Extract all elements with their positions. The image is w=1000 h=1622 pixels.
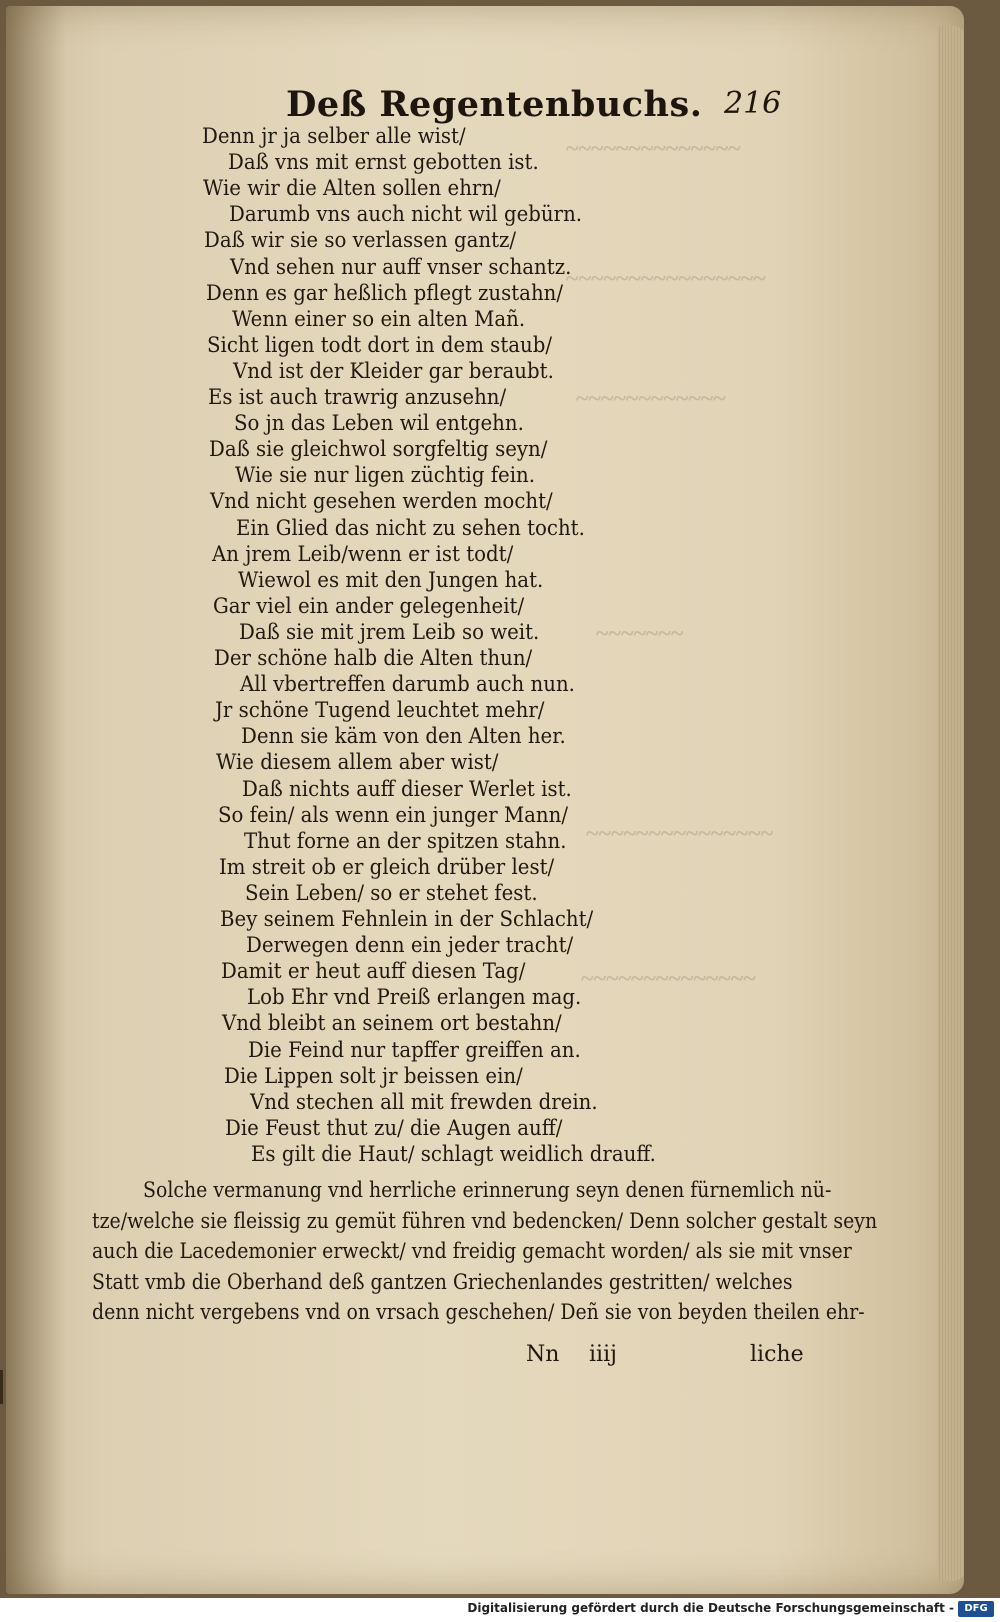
poem-line: Ein Glied das nicht zu sehen tocht. — [236, 515, 586, 540]
poem-line: Wiewol es mit den Jungen hat. — [237, 567, 543, 592]
poem-line: Sicht ligen todt dort in dem staub/ — [206, 332, 552, 357]
show-through-text: ~~~~~~~~~~~~~~~ — [586, 821, 774, 847]
poem-line: Lob Ehr vnd Preiß erlangen mag. — [247, 985, 582, 1010]
poem-line: Wie diesem allem aber wist/ — [216, 750, 499, 775]
poem-line: Vnd nicht gesehen werden mocht/ — [210, 489, 554, 514]
poem-line: Wenn einer so ein alten Mañ. — [231, 306, 525, 331]
poem-line: Bey seinem Fehnlein in der Schlacht/ — [220, 907, 594, 931]
poem-line: Vnd ist der Kleider gar beraubt. — [232, 358, 554, 383]
show-through-text: ~~~~~~~~~~~~~~ — [581, 966, 756, 992]
binding-gutter — [6, 6, 66, 1594]
funding-credit: Digitalisierung gefördert durch die Deutsche Forschungsgemeinschaft - — [467, 1601, 954, 1615]
page-number: 216 — [724, 86, 782, 121]
poem-line: Im streit ob er gleich drüber lest/ — [218, 854, 554, 879]
poem-line: So fein/ als wenn ein junger Mann/ — [217, 802, 568, 827]
catchword: liche — [750, 1342, 804, 1367]
prose-line: denn nicht vergebens vnd on vrsach geschehen/ Deñ sie von beyden theilen ehr- — [92, 1300, 865, 1324]
poem-line: An jrem Leib/wenn er ist todt/ — [211, 541, 513, 566]
poem-line: Daß nichts auff dieser Werlet ist. — [242, 776, 573, 801]
poem-line: Damit er heut auff diesen Tag/ — [221, 959, 526, 984]
poem-line: Darumb vns auch nicht wil gebürn. — [229, 202, 583, 227]
poem-line: Vnd sehen nur auff vnser schantz. — [230, 254, 572, 279]
poem-line: Die Feind nur tapffer greiffen an. — [248, 1037, 582, 1062]
margin-mark — [0, 1370, 3, 1404]
poem-line: Wie wir die Alten sollen ehrn/ — [203, 176, 501, 201]
show-through-text: ~~~~~~~~~~~~~~ — [566, 136, 741, 162]
poem-line: Derwegen denn ein jeder tracht/ — [246, 933, 574, 958]
poem-line: Daß wir sie so verlassen gantz/ — [204, 228, 517, 253]
poem-line: Denn jr ja selber alle wist/ — [202, 124, 466, 148]
dfg-logo: DFG — [958, 1601, 994, 1617]
poem-line: Es gilt die Haut/ schlagt weidlich drauff. — [250, 1141, 656, 1166]
poem-line: Sein Leben/ so er stehet fest. — [244, 880, 538, 905]
poem-line: Wie sie nur ligen züchtig fein. — [235, 463, 536, 488]
footer-bar — [0, 1598, 1000, 1622]
poem-line: All vbertreffen darumb auch nun. — [240, 672, 575, 697]
poem-line: Denn es gar heßlich pflegt zustahn/ — [205, 280, 563, 305]
poem-line: Daß vns mit ernst gebotten ist. — [228, 150, 539, 175]
poem-line: Es ist auch trawrig anzusehn/ — [208, 385, 507, 409]
prose-line: Solche vermanung vnd herrliche erinnerung seyn denen fürnemlich nü- — [143, 1178, 832, 1202]
signature-number: iiij — [589, 1342, 617, 1367]
prose-line: auch die Lacedemonier erweckt/ vnd freidig gemacht worden/ als sie mit vnser — [92, 1239, 852, 1263]
poem-line: Die Feust thut zu/ die Augen auff/ — [224, 1115, 563, 1140]
signature-mark: Nn — [526, 1342, 560, 1367]
poem-line: Der schöne halb die Alten thun/ — [214, 646, 533, 670]
show-through-text: ~~~~~~~~~~~~~~~~ — [566, 266, 766, 292]
show-through-text: ~~~~~~~ — [596, 621, 684, 647]
page-edges — [938, 26, 964, 1581]
poem-line: Jr schöne Tugend leuchtet mehr/ — [215, 698, 545, 723]
show-through-text: ~~~~~~~~~~~~ — [576, 386, 726, 412]
poem-line: Gar viel ein ander gelegenheit/ — [212, 593, 524, 618]
poem-line: Vnd bleibt an seinem ort bestahn/ — [222, 1011, 563, 1036]
poem-line: Denn sie käm von den Alten her. — [241, 724, 566, 749]
poem-line: Thut forne an der spitzen stahn. — [243, 828, 567, 853]
running-head: Deß Regentenbuchs. — [286, 84, 703, 125]
poem-line: So jn das Leben wil entgehn. — [234, 411, 524, 436]
poem-line: Vnd stechen all mit frewden drein. — [249, 1089, 598, 1114]
paper-page — [6, 6, 964, 1594]
poem-line: Daß sie mit jrem Leib so weit. — [238, 619, 540, 644]
prose-line: tze/welche sie fleissig zu gemüt führen vnd bedencken/ Denn solcher gestalt seyn — [92, 1208, 878, 1233]
prose-line: Statt vmb die Oberhand deß gantzen Griechenlandes gestritten/ welches — [92, 1269, 793, 1294]
poem-line: Die Lippen solt jr beissen ein/ — [223, 1063, 523, 1088]
poem-line: Daß sie gleichwol sorgfeltig seyn/ — [209, 437, 548, 462]
